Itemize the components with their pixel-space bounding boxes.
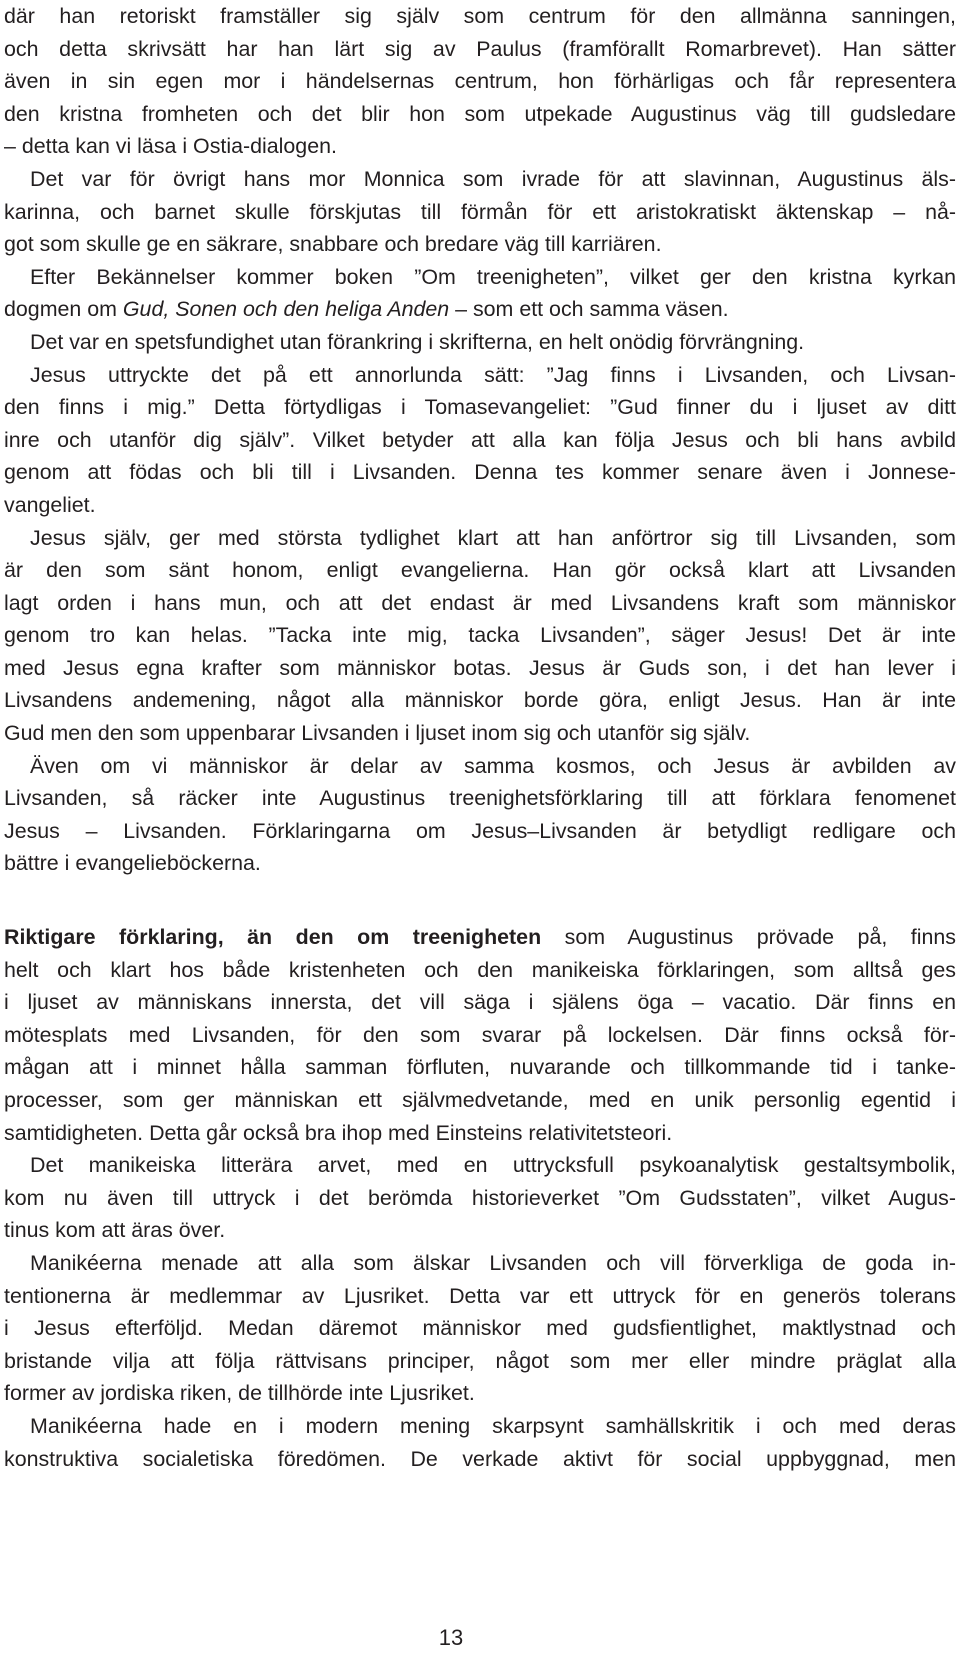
paragraph-first-line: Manikéerna hade en i modern mening skarpsynt samhällskritik i och med deras (30, 1413, 956, 1438)
text-line: Livsandens andemening, något alla människor borde göra, enligt Jesus. Han är inte (4, 688, 956, 713)
text-line: konstruktiva socialetiska föredömen. De verkade aktivt för social uppbyggnad, men (4, 1446, 956, 1471)
paragraph-first-line: Jesus själv, ger med största tydlighet klart att han anförtror sig till Livsanden, som (30, 525, 956, 550)
document-body (4, 0, 956, 1475)
text-line: Gud men den som uppenbarar Livsanden i ljuset inom sig och utanför sig själv. (4, 721, 751, 746)
text-line: mötesplats med Livsanden, för den som svarar på lockelsen. Där finns också för- (4, 1022, 956, 1047)
text-line: vangeliet. (4, 492, 96, 517)
section-first-line: Riktigare förklaring, än den om treenigheten som Augustinus prövade på, finns (4, 925, 956, 950)
paragraph-first-line: Det manikeiska litterära arvet, med en uttrycksfull psykoanalytisk gestaltsymbolik, (30, 1153, 956, 1178)
section-gap (4, 880, 956, 921)
text-line: karinna, och barnet skulle förskjutas till förmån för ett aristokratiskt äktenskap – nå- (4, 199, 956, 224)
text-line: även in sin egen mor i händelsernas centrum, hon förhärligas och får representera (4, 69, 956, 94)
text-line: genom att födas och bli till i Livsanden. Denna tes kommer senare även i Jonnese- (4, 460, 956, 485)
text-line: bristande vilja att följa rättvisans principer, något som mer eller mindre präglat alla (4, 1348, 956, 1373)
paragraph-first-line: Efter Bekännelser kommer boken ”Om treenigheten”, vilket ger den kristna kyrkan (30, 264, 956, 289)
text-line: den finns i mig.” Detta förtydligas i Tomasevangeliet: ”Gud finner du i ljuset av ditt (4, 395, 956, 420)
page-number: 13 (438, 1625, 464, 1650)
text-line: dogmen om Gud, Sonen och den heliga Anden – som ett och samma väsen. (4, 297, 729, 322)
text-line: helt och klart hos både kristenheten och den manikeiska förklaringen, som alltså ges (4, 957, 956, 982)
italic-phrase: Gud, Sonen och den heliga Anden (122, 297, 450, 322)
text-line: processer, som ger människan ett självmedvetande, med en unik personlig egentid i (4, 1088, 956, 1112)
text-line: tentionerna är medlemmar av Ljusriket. Detta var ett uttryck för en generös tolerans (4, 1283, 956, 1308)
text-line: och detta skrivsätt har han lärt sig av Paulus (framförallt Romarbrevet). Han sätter (4, 36, 956, 61)
paragraph-first-line: Jesus uttryckte det på ett annorlunda sätt: ”Jag finns i Livsanden, och Livsan- (30, 362, 956, 387)
text-line: tinus kom att äras över. (4, 1218, 226, 1243)
text-line: former av jordiska riken, de tillhörde inte Ljusriket. (4, 1381, 475, 1406)
text-line: den kristna fromheten och det blir hon som utpekade Augustinus väg till gudsledare (4, 101, 956, 126)
text-line: är den som sänt honom, enligt evangelierna. Han gör också klart att Livsanden (4, 558, 956, 583)
text-line: med Jesus egna krafter som människor botas. Jesus är Guds son, i det han lever i (4, 655, 956, 680)
text-line: i ljuset av människans innersta, det vill säga i själens öga – vacatio. Där finns en (4, 990, 956, 1015)
text-line: lagt orden i hans mun, och att det endast är med Livsandens kraft som människor (4, 590, 956, 615)
text-line: Livsanden, så räcker inte Augustinus treenighetsförklaring till att förklara fenomenet (4, 786, 956, 811)
text-line: bättre i evangelieböckerna. (4, 851, 261, 876)
text-line: samtidigheten. Detta går också bra ihop med Einsteins relativitetsteori. (4, 1120, 673, 1145)
paragraph-first-line: Även om vi människor är delar av samma kosmos, och Jesus är avbilden av (30, 753, 956, 778)
text-line: genom tro kan helas. ”Tacka inte mig, tacka Livsanden”, säger Jesus! Det är inte (4, 623, 956, 648)
section-lead-heading: Riktigare förklaring, än den om treenigheten (4, 925, 542, 950)
text-line: Jesus – Livsanden. Förklaringarna om Jesus–Livsanden är betydligt redligare och (4, 818, 956, 843)
text-line: kom nu även till uttryck i det berömda historieverket ”Om Gudsstaten”, vilket Augus- (4, 1185, 956, 1210)
text-line: – detta kan vi läsa i Ostia-dialogen. (4, 134, 337, 159)
text-line: mågan att i minnet hålla samman förfluten, nuvarande och tillkommande tid i tanke- (4, 1055, 956, 1080)
paragraph-first-line: Det var en spetsfundighet utan förankring i skrifterna, en helt onödig förvrängning. (30, 329, 805, 354)
text-line: got som skulle ge en säkrare, snabbare och bredare väg till karriären. (4, 232, 662, 257)
paragraph-first-line: Manikéerna menade att alla som älskar Livsanden och vill förverkliga de goda in- (30, 1250, 956, 1275)
text-line: i Jesus efterföljd. Medan däremot människor med gudsfientlighet, maktlystnad och (4, 1316, 956, 1341)
paragraph-first-line: Det var för övrigt hans mor Monnica som ivrade för att slavinnan, Augustinus äls- (30, 166, 956, 191)
text-line: där han retoriskt framställer sig själv som centrum för den allmänna sanningen, (4, 4, 956, 28)
text-line: inre och utanför dig själv”. Vilket betyder att alla kan följa Jesus och bli hans avbild (4, 427, 956, 452)
